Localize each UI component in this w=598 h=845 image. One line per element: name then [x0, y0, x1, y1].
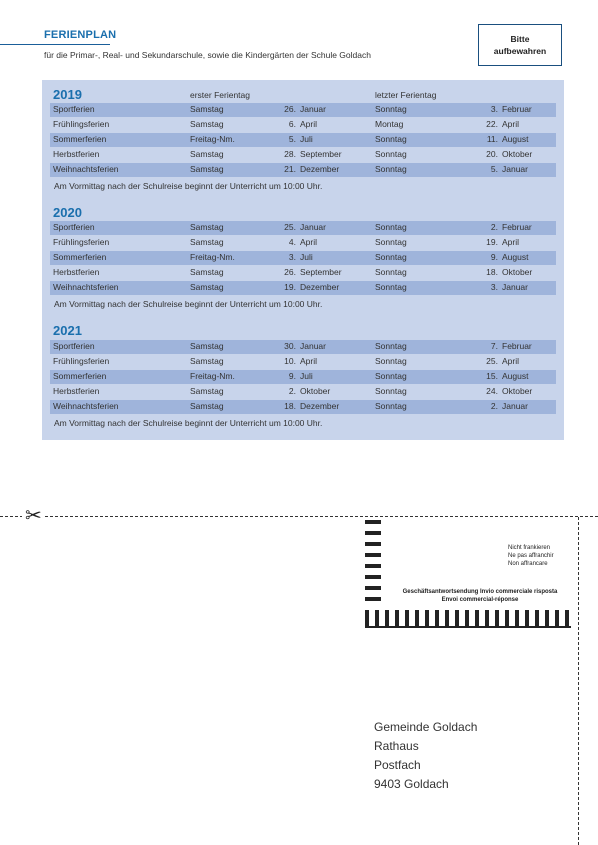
- last-weekday: Sonntag: [375, 164, 407, 174]
- holiday-name: Sommerferien: [53, 134, 107, 144]
- last-weekday: Sonntag: [375, 341, 407, 351]
- first-month: Dezember: [300, 164, 340, 174]
- not-franked-fr: Ne pas affranchir: [508, 553, 554, 559]
- recipient-address: [374, 718, 477, 794]
- barcode-bar: [565, 610, 569, 626]
- last-day: 20.: [486, 149, 498, 159]
- table-row: [50, 148, 556, 162]
- first-weekday: Samstag: [190, 119, 224, 129]
- last-day: 11.: [486, 134, 498, 144]
- business-reply-line2: Envoi commercial-réponse: [441, 597, 519, 603]
- barcode-bar: [435, 610, 439, 626]
- last-day: 5.: [490, 164, 498, 174]
- address-line: Gemeinde Goldach: [374, 720, 478, 734]
- barcode-bar: [365, 586, 381, 590]
- holiday-name: Weihnachtsferien: [53, 401, 119, 411]
- first-month: Januar: [300, 222, 326, 232]
- barcode-bar: [365, 575, 381, 579]
- page-subtitle: für die Primar-, Real- und Sekundarschule, sowie die Kindergärten der Schule Goldach: [44, 50, 371, 60]
- holiday-name: Sportferien: [53, 222, 95, 232]
- first-month: Dezember: [300, 401, 340, 411]
- school-trip-note: Am Vormittag nach der Schulreise beginnt der Unterricht um 10:00 Uhr.: [54, 299, 323, 309]
- first-weekday: Samstag: [190, 386, 224, 396]
- last-month: April: [502, 356, 520, 366]
- table-row: [50, 251, 556, 265]
- barcode-bar: [485, 610, 489, 626]
- address-line: 9403 Goldach: [374, 777, 449, 791]
- last-day: 7.: [490, 341, 498, 351]
- first-weekday: Samstag: [190, 267, 224, 277]
- vertical-cut-line: [578, 517, 579, 845]
- table-row: [50, 266, 556, 280]
- barcode-bar: [495, 610, 499, 626]
- first-day-header: erster Ferientag: [190, 90, 250, 100]
- first-weekday: Freitag-Nm.: [190, 371, 235, 381]
- last-month: Februar: [502, 341, 532, 351]
- holiday-name: Weihnachtsferien: [53, 164, 119, 174]
- last-day: 2.: [490, 401, 498, 411]
- not-franked-de: Nicht frankieren: [508, 545, 551, 551]
- first-day: 25.: [284, 222, 296, 232]
- barcode-bar: [455, 610, 459, 626]
- last-weekday: Sonntag: [375, 371, 407, 381]
- table-row: [50, 103, 556, 117]
- last-weekday: Sonntag: [375, 267, 407, 277]
- holiday-table: [42, 80, 564, 440]
- last-weekday: Sonntag: [375, 386, 407, 396]
- first-weekday: Samstag: [190, 356, 224, 366]
- barcode-bar: [425, 610, 429, 626]
- holiday-name: Herbstferien: [53, 149, 100, 159]
- barcode-bar: [475, 610, 479, 626]
- last-weekday: Sonntag: [375, 104, 407, 114]
- barcode-bar: [365, 553, 381, 557]
- first-weekday: Samstag: [190, 237, 224, 247]
- last-month: Oktober: [502, 149, 533, 159]
- barcode-bar: [385, 610, 389, 626]
- first-weekday: Samstag: [190, 104, 224, 114]
- barcode-bar: [365, 610, 369, 626]
- first-month: April: [300, 237, 318, 247]
- last-day: 15.: [486, 371, 498, 381]
- business-reply-line1: Geschäftsantwortsendung Invio commerciale risposta: [402, 589, 558, 595]
- first-weekday: Samstag: [190, 282, 224, 292]
- last-month: August: [502, 371, 529, 381]
- last-day: 22.: [486, 119, 498, 129]
- first-day: 3.: [288, 252, 296, 262]
- last-weekday: Montag: [375, 119, 404, 129]
- last-day: 18.: [486, 267, 498, 277]
- cut-line: [0, 516, 598, 517]
- last-month: Februar: [502, 104, 532, 114]
- last-month: Oktober: [502, 386, 533, 396]
- page-title: FERIENPLAN: [44, 29, 117, 41]
- first-day: 9.: [288, 371, 296, 381]
- holiday-name: Herbstferien: [53, 386, 100, 396]
- last-month: August: [502, 252, 529, 262]
- last-month: Januar: [502, 282, 528, 292]
- business-reply-label: [388, 588, 572, 604]
- last-weekday: Sonntag: [375, 149, 407, 159]
- reply-divider: [365, 626, 571, 628]
- first-month: Januar: [300, 341, 326, 351]
- barcode-bar: [515, 610, 519, 626]
- first-weekday: Samstag: [190, 164, 224, 174]
- table-row: [50, 281, 556, 295]
- year-heading: 2020: [53, 205, 82, 220]
- keep-notice-line2: aufbewahren: [493, 46, 547, 56]
- holiday-name: Sportferien: [53, 341, 95, 351]
- barcode-bar: [555, 610, 559, 626]
- last-month: April: [502, 119, 520, 129]
- year-heading: 2019: [53, 87, 82, 102]
- barcode-bar: [365, 597, 381, 601]
- last-month: Februar: [502, 222, 532, 232]
- first-day: 26.: [284, 267, 296, 277]
- barcode-bar: [375, 610, 379, 626]
- first-month: Dezember: [300, 282, 340, 292]
- scissors-icon: ✂: [22, 505, 45, 527]
- first-month: Juli: [300, 371, 313, 381]
- first-month: September: [300, 267, 342, 277]
- last-weekday: Sonntag: [375, 356, 407, 366]
- table-row: [50, 133, 556, 147]
- keep-notice-line1: Bitte: [510, 34, 530, 44]
- school-trip-note: Am Vormittag nach der Schulreise beginnt der Unterricht um 10:00 Uhr.: [54, 181, 323, 191]
- last-day: 2.: [490, 222, 498, 232]
- last-day: 3.: [490, 282, 498, 292]
- barcode-bar: [365, 542, 381, 546]
- table-row: [50, 385, 556, 399]
- first-weekday: Samstag: [190, 222, 224, 232]
- barcode-bar: [415, 610, 419, 626]
- last-weekday: Sonntag: [375, 134, 407, 144]
- first-day: 2.: [288, 386, 296, 396]
- barcode-bar: [365, 531, 381, 535]
- reply-barcode-bottom: [365, 610, 575, 626]
- last-month: April: [502, 237, 520, 247]
- first-day: 6.: [288, 119, 296, 129]
- first-month: Juli: [300, 134, 313, 144]
- first-month: Oktober: [300, 386, 331, 396]
- barcode-bar: [365, 564, 381, 568]
- barcode-bar: [505, 610, 509, 626]
- holiday-name: Frühlingsferien: [53, 119, 110, 129]
- first-month: April: [300, 119, 318, 129]
- first-day: 4.: [288, 237, 296, 247]
- holiday-name: Sportferien: [53, 104, 95, 114]
- table-row: [50, 118, 556, 132]
- last-day-header: letzter Ferientag: [375, 90, 437, 100]
- school-trip-note: Am Vormittag nach der Schulreise beginnt der Unterricht um 10:00 Uhr.: [54, 418, 323, 428]
- table-row: [50, 400, 556, 414]
- holiday-name: Frühlingsferien: [53, 237, 110, 247]
- first-month: September: [300, 149, 342, 159]
- barcode-bar: [405, 610, 409, 626]
- first-weekday: Samstag: [190, 401, 224, 411]
- table-row: [50, 221, 556, 235]
- last-weekday: Sonntag: [375, 282, 407, 292]
- reply-barcode-left: [365, 520, 381, 608]
- first-day: 18.: [284, 401, 296, 411]
- holiday-name: Frühlingsferien: [53, 356, 110, 366]
- holiday-name: Sommerferien: [53, 371, 107, 381]
- table-row: [50, 236, 556, 250]
- first-day: 5.: [288, 134, 296, 144]
- first-day: 30.: [284, 341, 296, 351]
- barcode-bar: [525, 610, 529, 626]
- last-day: 19.: [486, 237, 498, 247]
- keep-notice-box: [478, 24, 562, 66]
- last-weekday: Sonntag: [375, 252, 407, 262]
- first-day: 26.: [284, 104, 296, 114]
- last-day: 3.: [490, 104, 498, 114]
- first-weekday: Freitag-Nm.: [190, 134, 235, 144]
- first-month: Januar: [300, 104, 326, 114]
- first-weekday: Samstag: [190, 149, 224, 159]
- last-weekday: Sonntag: [375, 401, 407, 411]
- last-month: Januar: [502, 164, 528, 174]
- first-day: 19.: [284, 282, 296, 292]
- table-row: [50, 163, 556, 177]
- holiday-name: Herbstferien: [53, 267, 100, 277]
- address-line: Rathaus: [374, 739, 419, 753]
- last-month: Januar: [502, 401, 528, 411]
- barcode-bar: [445, 610, 449, 626]
- table-row: [50, 370, 556, 384]
- first-month: Juli: [300, 252, 313, 262]
- year-heading: 2021: [53, 323, 82, 338]
- holiday-name: Weihnachtsferien: [53, 282, 119, 292]
- barcode-bar: [545, 610, 549, 626]
- first-weekday: Freitag-Nm.: [190, 252, 235, 262]
- first-day: 10.: [284, 356, 296, 366]
- first-day: 21.: [284, 164, 296, 174]
- table-row: [50, 340, 556, 354]
- address-line: Postfach: [374, 758, 421, 772]
- barcode-bar: [465, 610, 469, 626]
- last-day: 9.: [490, 252, 498, 262]
- last-weekday: Sonntag: [375, 237, 407, 247]
- first-weekday: Samstag: [190, 341, 224, 351]
- not-franked-text: [508, 544, 554, 568]
- first-month: April: [300, 356, 318, 366]
- last-month: August: [502, 134, 529, 144]
- top-rule: [0, 44, 110, 45]
- last-weekday: Sonntag: [375, 222, 407, 232]
- last-month: Oktober: [502, 267, 533, 277]
- barcode-bar: [535, 610, 539, 626]
- holiday-name: Sommerferien: [53, 252, 107, 262]
- last-day: 24.: [486, 386, 498, 396]
- table-row: [50, 355, 556, 369]
- not-franked-it: Non affrancare: [508, 561, 548, 567]
- first-day: 28.: [284, 149, 296, 159]
- barcode-bar: [395, 610, 399, 626]
- last-day: 25.: [486, 356, 498, 366]
- barcode-bar: [365, 520, 381, 524]
